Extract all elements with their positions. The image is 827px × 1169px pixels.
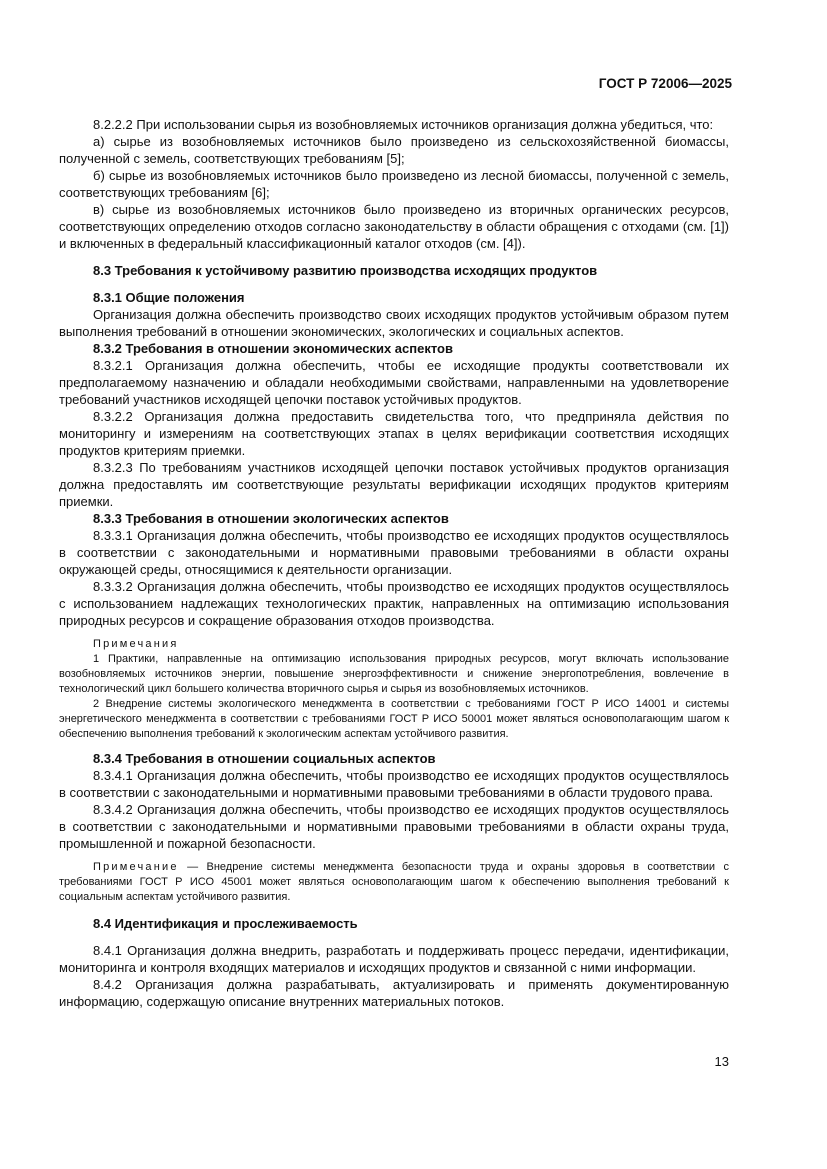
note-label: Примечание <box>93 861 179 873</box>
section-heading-8-4: 8.4 Идентификация и прослеживаемость <box>93 916 358 931</box>
subsection-heading-8-3-1: 8.3.1 Общие положения <box>93 290 245 305</box>
paragraph-8-4-1: 8.4.1 Организация должна внедрить, разработать и поддерживать процесс передачи, идентификации, мониторинга и контроля входящих материалов и исходящих продуктов и связанной с ними информации. <box>59 943 729 975</box>
list-item-a: а) сырье из возобновляемых источников было произведено из сельскохозяйственной биомассы, полученной с земель, соответствующих требованиям [5]; <box>59 134 729 166</box>
paragraph-8-3-2-3: 8.3.2.3 По требованиям участников исходящей цепочки поставок устойчивых продуктов организация должна предоставлять им соответствующие результаты верификации исходящих продуктов критериям приемки. <box>59 460 729 509</box>
note-1: 1 Практики, направленные на оптимизацию использования природных ресурсов, могут включать использование возобновляемых источников энергии, повышение энергоэффективности и снижение энергопотребления, вовлечение в технологический цикл большего количества вторичного сырья и сырья из возобновляемых источников. <box>59 653 729 695</box>
document-designation: ГОСТ Р 72006—2025 <box>598 76 732 91</box>
section-heading-8-3: 8.3 Требования к устойчивому развитию производства исходящих продуктов <box>93 263 598 278</box>
document-body <box>59 116 729 1010</box>
notes-title: Примечания <box>93 638 179 650</box>
note-2: 2 Внедрение системы экологического менеджмента в соответствии с требованиями ГОСТ Р ИСО 14001 и системы энергетического менеджмента в соответствии с требованиями ГОСТ Р ИСО 50001 может являться основополагающим шагом к обеспечению выполнения требований к экологическим аспектам устойчивого развития. <box>59 698 729 740</box>
paragraph-8-3-4-1: 8.3.4.1 Организация должна обеспечить, чтобы производство ее исходящих продуктов осуществлялось в соответствии с законодательными и нормативными правовыми требованиями в области трудового права. <box>59 768 729 800</box>
note-text: — Внедрение системы менеджмента безопасности труда и охраны здоровья в соответствии с требованиями ГОСТ Р ИСО 45001 может являться основополагающим шагом к обеспечению выполнения требований к социальным аспектам устойчивого развития. <box>59 861 729 903</box>
paragraph-8-3-4-2: 8.3.4.2 Организация должна обеспечить, чтобы производство ее исходящих продуктов осуществлялось в соответствии с законодательными и нормативными правовыми требованиями в области охраны труда, промышленной и пожарной безопасности. <box>59 802 729 851</box>
paragraph-8-3-1: Организация должна обеспечить производство своих исходящих продуктов устойчивым образом путем выполнения требований в отношении экономических, экологических и социальных аспектов. <box>59 307 729 339</box>
paragraph-8-3-2-2: 8.3.2.2 Организация должна предоставить свидетельства того, что предприняла действия по мониторингу и измерениям на соответствующих этапах в целях верификации соответствия исходящих продуктов критериям приемки. <box>59 409 729 458</box>
note-single <box>59 860 729 905</box>
paragraph-8-4-2: 8.4.2 Организация должна разрабатывать, актуализировать и применять документированную информацию, содержащую описание внутренних материальных потоков. <box>59 977 729 1009</box>
page-number: 13 <box>714 1054 729 1069</box>
list-item-b: б) сырье из возобновляемых источников было произведено из лесной биомассы, полученной с земель, соответствующих требованиям [6]; <box>59 168 729 200</box>
paragraph-8-3-3-2: 8.3.3.2 Организация должна обеспечить, чтобы производство ее исходящих продуктов осуществлялось с использованием надлежащих технологических практик, направленных на оптимизацию использования природных ресурсов и сокращение образования отходов производства. <box>59 579 729 628</box>
list-item-c: в) сырье из возобновляемых источников было произведено из вторичных органических ресурсов, соответствующих определению отходов согласно законодательству в области обращения с отходами (см. [1]) и включенных в федеральный классификационный каталог отходов (см. [4]). <box>59 202 729 251</box>
subsection-heading-8-3-3: 8.3.3 Требования в отношении экологических аспектов <box>93 511 449 526</box>
notes-block <box>59 637 729 742</box>
paragraph-8-3-3-1: 8.3.3.1 Организация должна обеспечить, чтобы производство ее исходящих продуктов осуществлялось в соответствии с законодательными и нормативными правовыми требованиями в области охраны окружающей среды, относящимися к деятельности организации. <box>59 528 729 577</box>
paragraph-8-2-2-2: 8.2.2.2 При использовании сырья из возобновляемых источников организация должна убедиться, что: <box>93 117 714 132</box>
subsection-heading-8-3-4: 8.3.4 Требования в отношении социальных аспектов <box>93 751 436 766</box>
paragraph-8-3-2-1: 8.3.2.1 Организация должна обеспечить, чтобы ее исходящие продукты соответствовали их предполагаемому назначению и обладали необходимыми свойствами, направленными на удовлетворение требований участников исходящей цепочки поставок устойчивых продуктов. <box>59 358 729 407</box>
subsection-heading-8-3-2: 8.3.2 Требования в отношении экономических аспектов <box>93 341 453 356</box>
